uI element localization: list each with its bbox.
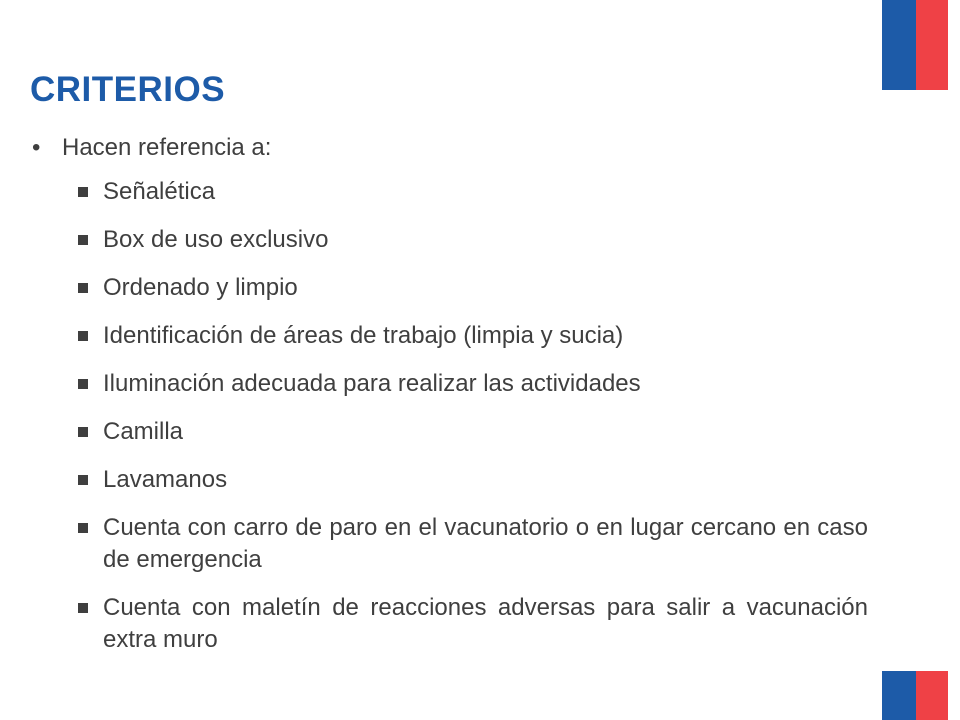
square-bullet-icon bbox=[78, 523, 88, 533]
flag-red-stripe bbox=[916, 0, 948, 90]
list-item: Lavamanos bbox=[78, 464, 868, 496]
bullet-dot-icon: • bbox=[32, 134, 41, 161]
list-item: Cuenta con carro de paro en el vacunatorio o en lugar cercano en caso de emergencia bbox=[78, 512, 868, 576]
flag-red-stripe bbox=[916, 671, 948, 720]
intro-text: Hacen referencia a: bbox=[62, 134, 272, 161]
square-bullet-icon bbox=[78, 235, 88, 245]
square-bullet-icon bbox=[78, 475, 88, 485]
list-item: Box de uso exclusivo bbox=[78, 224, 868, 256]
criteria-list bbox=[78, 176, 868, 672]
square-bullet-icon bbox=[78, 379, 88, 389]
square-bullet-icon bbox=[78, 187, 88, 197]
square-bullet-icon bbox=[78, 603, 88, 613]
list-item: Señalética bbox=[78, 176, 868, 208]
slide-title: CRITERIOS bbox=[30, 70, 226, 109]
square-bullet-icon bbox=[78, 283, 88, 293]
list-item: Cuenta con maletín de reacciones adversas para salir a vacunación extra muro bbox=[78, 592, 868, 656]
list-item: Ordenado y limpio bbox=[78, 272, 868, 304]
flag-stripes-bottom bbox=[882, 671, 948, 720]
list-item: Camilla bbox=[78, 416, 868, 448]
flag-blue-stripe bbox=[882, 0, 916, 90]
square-bullet-icon bbox=[78, 331, 88, 341]
flag-stripes-top bbox=[882, 0, 948, 90]
list-item: Iluminación adecuada para realizar las actividades bbox=[78, 368, 868, 400]
square-bullet-icon bbox=[78, 427, 88, 437]
intro-bullet bbox=[32, 132, 271, 164]
flag-blue-stripe bbox=[882, 671, 916, 720]
list-item: Identificación de áreas de trabajo (limpia y sucia) bbox=[78, 320, 868, 352]
